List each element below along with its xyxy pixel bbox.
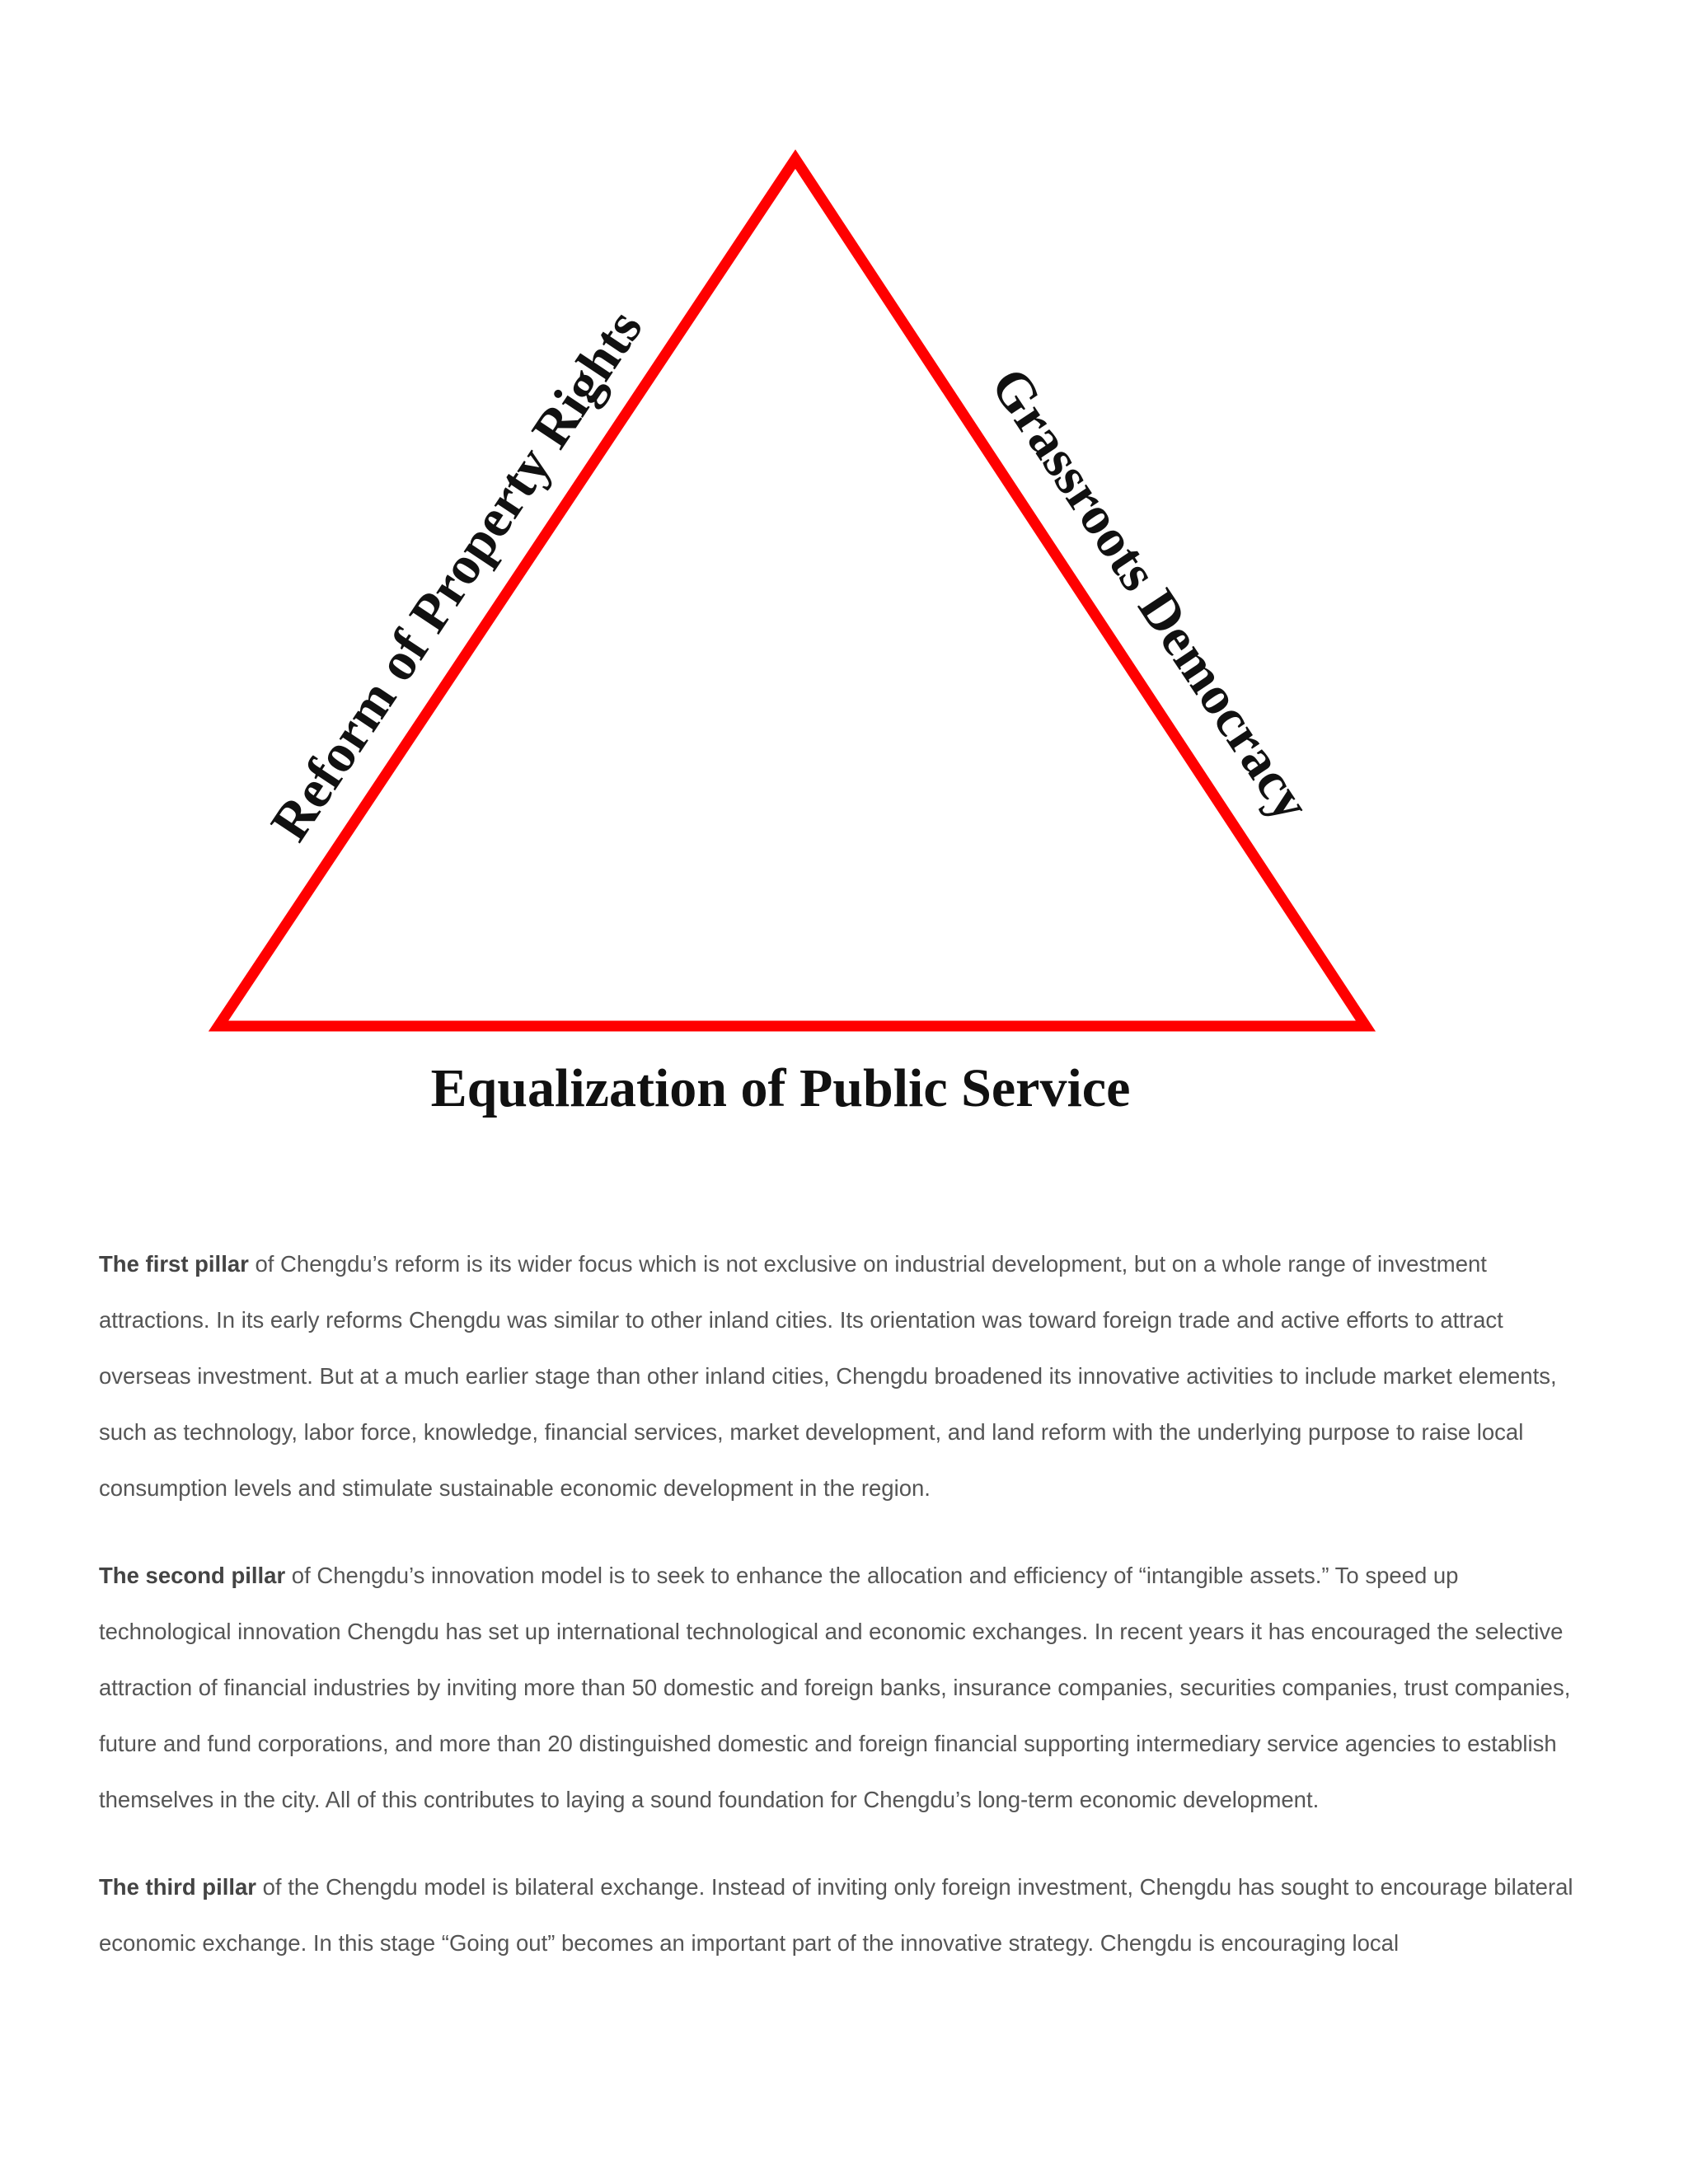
paragraph-body: of Chengdu’s reform is its wider focus which is not exclusive on industrial development, but on a whole range of investment attractions. In its early reforms Chengdu was similar to other inland cities. Its orientation was toward foreign trade and active efforts to attract overseas investment. But at a much earlier stage than other inland cities, Chengdu broadened its innovative activities to include market elements, such as technology, labor force, knowledge, financial services, market development, and land reform with the underlying purpose to raise local consumption levels and stimulate sustainable economic development in the region.: [99, 1251, 1557, 1501]
left-side-label: Reform of Property Rights: [259, 299, 654, 852]
bottom-label: Equalization of Public Service: [430, 1058, 1131, 1118]
paragraph-lead: The second pillar: [99, 1563, 286, 1588]
right-side-label: Grassroots Democracy: [978, 357, 1322, 832]
paragraph-second-pillar: [99, 1548, 1582, 1828]
paragraph-lead: The first pillar: [99, 1251, 249, 1277]
paragraph-third-pillar: [99, 1859, 1582, 1971]
triangle-outline: [218, 159, 1366, 1026]
paragraph-lead: The third pillar: [99, 1874, 256, 1900]
paragraph-body: of the Chengdu model is bilateral exchange. Instead of inviting only foreign investment, Chengdu has sought to encourage bilateral economic exchange. In this stage “Going out” becomes an important part of the innovative strategy. Chengdu is encouraging local: [99, 1874, 1573, 1956]
paragraph-first-pillar: [99, 1236, 1582, 1516]
paragraph-body: of Chengdu’s innovation model is to seek to enhance the allocation and efficiency of “intangible assets.” To speed up technological innovation Chengdu has set up international technological and economic exchanges. In recent years it has encouraged the selective attraction of financial industries by inviting more than 50 domestic and foreign banks, insurance companies, securities companies, trust companies, future and fund corporations, and more than 20 distinguished domestic and foreign financial supporting intermediary service agencies to establish themselves in the city. All of this contributes to laying a sound foundation for Chengdu’s long-term economic development.: [99, 1563, 1571, 1812]
document-text: [99, 1236, 1582, 2003]
